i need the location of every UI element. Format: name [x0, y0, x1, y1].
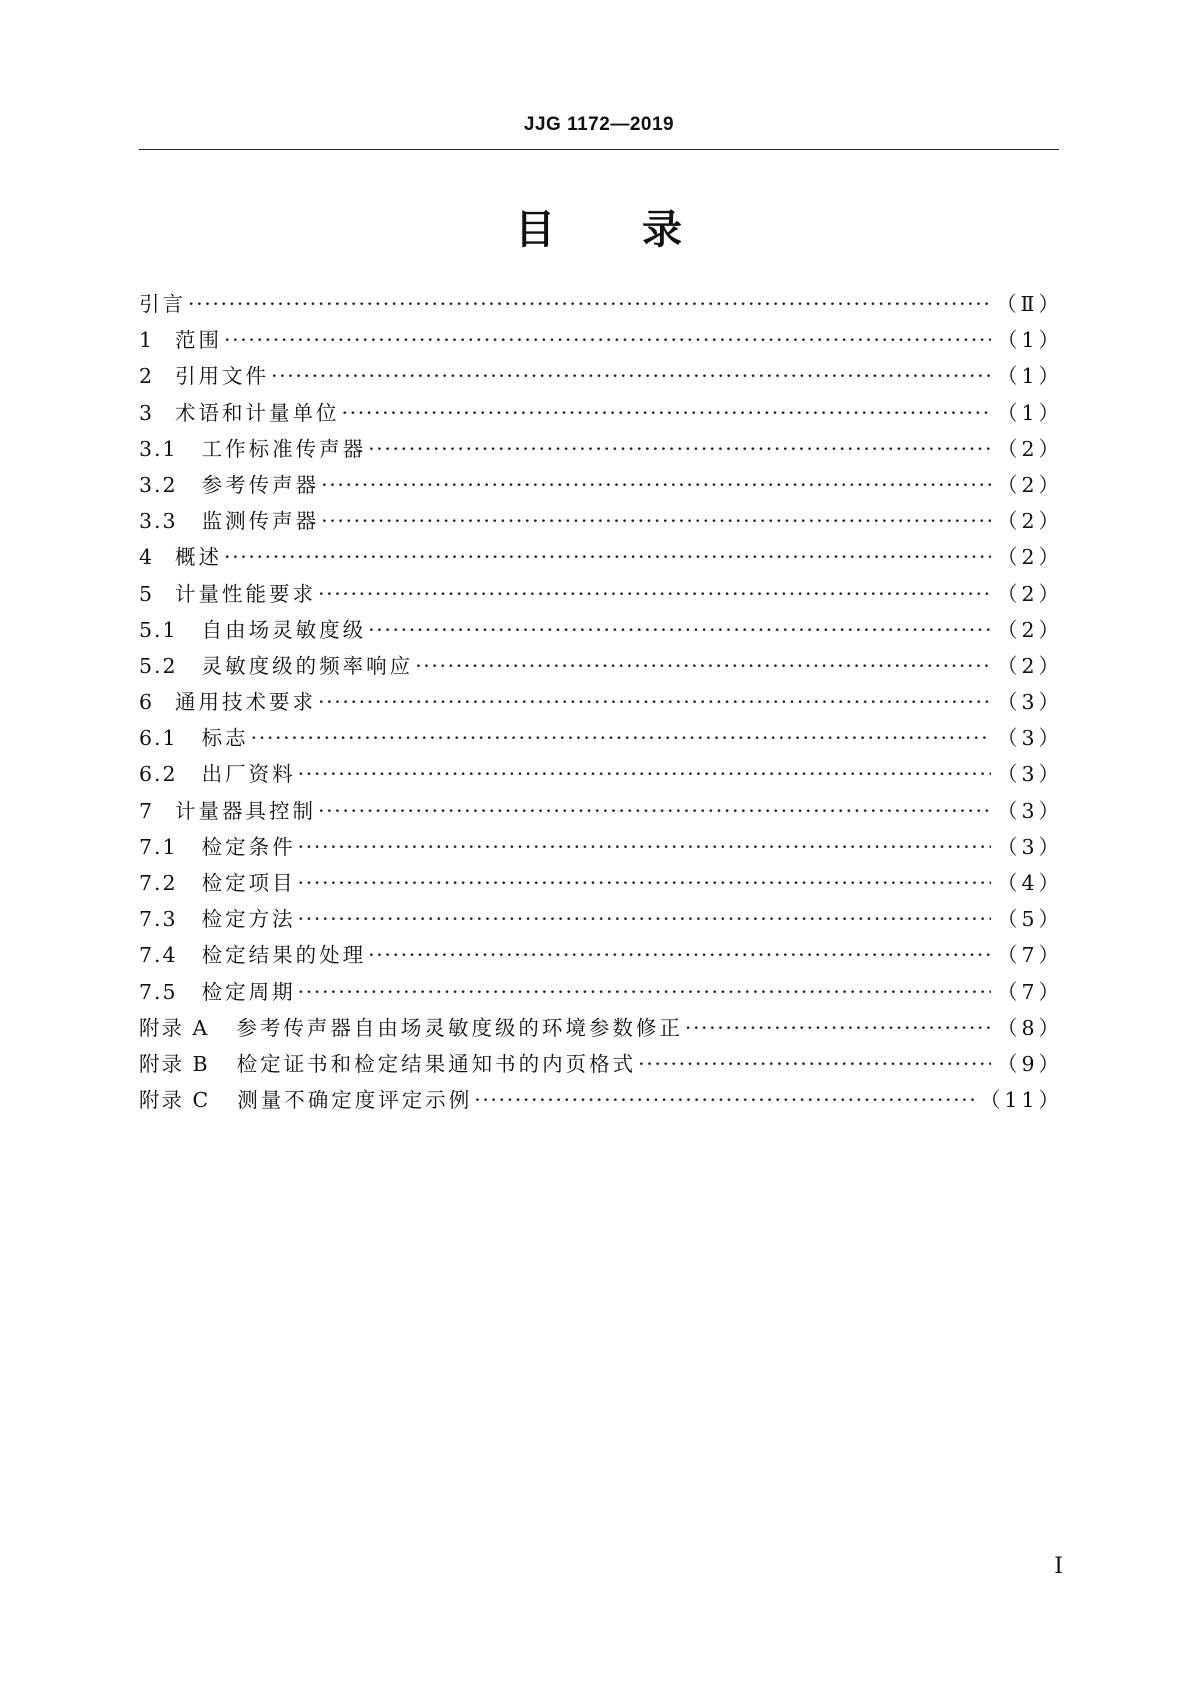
toc-entry-number: 4 [139, 545, 155, 570]
toc-entry-page: （3） [996, 798, 1063, 823]
toc-leader-dots [321, 473, 991, 497]
toc-entry[interactable] [139, 938, 1063, 974]
toc-entry-number: 附录 A [139, 1015, 210, 1040]
toc-entry-number: 6 [139, 690, 155, 715]
toc-entry[interactable] [139, 468, 1063, 504]
toc-entry-page: （3） [996, 690, 1063, 715]
toc-leader-dots [318, 582, 991, 606]
toc-entry-page: （9） [996, 1051, 1063, 1076]
toc-entry[interactable] [139, 830, 1063, 866]
toc-entry-title: 参考传声器自由场灵敏度级的环境参数修正 [236, 1015, 683, 1040]
toc-entry-number: 3.2 [139, 472, 178, 497]
toc-leader-dots [298, 835, 991, 859]
toc-entry[interactable] [139, 577, 1063, 613]
toc-entry-title: 通用技术要求 [175, 690, 317, 715]
toc-entry-title: 引用文件 [175, 364, 270, 389]
toc-leader-dots [224, 545, 991, 569]
toc-entry-number: 7.1 [139, 834, 178, 859]
toc-leader-dots [368, 618, 991, 642]
toc-entry[interactable] [139, 432, 1063, 468]
toc-entry-title: 术语和计量单位 [175, 400, 340, 425]
toc-entry-number: 附录 B [139, 1051, 210, 1076]
toc-leader-dots [298, 762, 991, 786]
toc-leader-dots [638, 1052, 991, 1076]
toc-entry-page: （3） [996, 726, 1063, 751]
toc-entry[interactable] [139, 649, 1063, 685]
toc-leader-dots [251, 726, 991, 750]
toc-entry-page: （2） [996, 581, 1063, 606]
toc-leader-dots [368, 943, 991, 967]
toc-entry-title: 测量不确定度评定示例 [237, 1088, 473, 1113]
toc-leader-dots [318, 690, 991, 714]
toc-entry-title: 检定周期 [201, 979, 296, 1004]
toc-leader-dots [318, 799, 991, 823]
toc-entry-page: （7） [996, 943, 1063, 968]
toc-entry-title: 自由场灵敏度级 [201, 617, 367, 642]
toc-entry[interactable] [139, 613, 1063, 649]
toc-entry[interactable] [139, 287, 1063, 323]
toc-entry[interactable] [139, 504, 1063, 540]
toc-entry-number: 3 [139, 400, 155, 425]
toc-leader-dots [342, 401, 991, 425]
toc-entry-page: （2） [996, 617, 1063, 642]
toc-entry-number: 3.3 [139, 509, 178, 534]
toc-entry-title: 标志 [201, 726, 249, 751]
toc-entry-number: 1 [139, 328, 155, 353]
toc-entry-number: 5.2 [139, 653, 178, 678]
toc-entry[interactable] [139, 1011, 1063, 1047]
toc-leader-dots [188, 292, 990, 316]
toc-entry-page: （8） [996, 1015, 1063, 1040]
toc-entry-title: 检定证书和检定结果通知书的内页格式 [236, 1051, 637, 1076]
toc-entry-page: （3） [996, 834, 1063, 859]
toc-entry-number: 5 [139, 581, 155, 606]
toc-entry-number: 7.4 [139, 943, 178, 968]
toc-entry-title: 概述 [175, 545, 223, 570]
toc-leader-dots [298, 871, 991, 895]
toc-leader-dots [415, 654, 991, 678]
page-title [139, 198, 1059, 255]
document-code-header: JJG 1172—2019 [523, 114, 675, 135]
toc-entry[interactable] [139, 721, 1063, 757]
toc-entry[interactable] [139, 540, 1063, 576]
toc-entry-title: 检定项目 [201, 871, 296, 895]
toc-leader-dots [368, 437, 991, 461]
toc-entry-title: 出厂资料 [201, 762, 296, 787]
toc-entry[interactable] [139, 975, 1063, 1011]
toc-entry-page: （7） [996, 979, 1063, 1004]
toc-entry-number: 7.2 [139, 871, 178, 895]
toc-entry-page: （Ⅱ） [996, 292, 1063, 316]
toc-entry-page: （2） [996, 509, 1063, 534]
toc-entry-title: 计量性能要求 [175, 581, 317, 606]
toc-leader-dots [298, 980, 991, 1004]
toc-entry-title: 范围 [175, 328, 223, 353]
toc-entry-page: （5） [996, 907, 1063, 932]
toc-entry-number: 5.1 [139, 617, 178, 642]
toc-leader-dots [685, 1016, 991, 1040]
toc-entry[interactable] [139, 359, 1063, 395]
toc-entry-page: （1） [996, 364, 1063, 389]
toc-entry[interactable] [139, 396, 1063, 432]
toc-entry-title: 参考传声器 [201, 472, 320, 497]
toc-entry-title: 检定条件 [201, 834, 296, 859]
toc-leader-dots [321, 509, 991, 533]
toc-entry-title: 检定方法 [201, 907, 296, 932]
toc-entry-title: 灵敏度级的频率响应 [201, 653, 414, 678]
toc-entry[interactable] [139, 866, 1063, 902]
toc-entry-page: （1） [996, 328, 1063, 353]
toc-entry-number: 7.3 [139, 907, 178, 932]
toc-entry-number: 6.1 [139, 726, 178, 751]
page-number: Ⅰ [1054, 1554, 1063, 1579]
toc-entry-number: 3.1 [139, 436, 178, 461]
toc-entry[interactable] [139, 1083, 1063, 1119]
toc-entry-page: （2） [996, 472, 1063, 497]
toc-entry[interactable] [139, 902, 1063, 938]
title-char-1: 目 [515, 207, 556, 253]
toc-entry-number: 6.2 [139, 762, 178, 787]
toc-entry[interactable] [139, 757, 1063, 793]
toc-leader-dots [474, 1088, 974, 1112]
toc-leader-dots [298, 907, 991, 931]
header-rule [139, 149, 1059, 150]
toc-entry[interactable] [139, 1047, 1063, 1083]
toc-entry-number: 2 [139, 364, 155, 389]
toc-entry-title: 引言 [139, 292, 186, 316]
toc-entry-page: （1） [996, 400, 1063, 425]
toc-entry-title: 工作标准传声器 [201, 436, 367, 461]
toc-entry-page: （2） [996, 545, 1063, 570]
toc-entry-page: （2） [996, 436, 1063, 461]
toc-entry-number: 7 [139, 798, 155, 823]
toc-entry-page: （11） [979, 1088, 1063, 1113]
toc-entry-title: 监测传声器 [201, 509, 320, 534]
toc-entry[interactable] [139, 794, 1063, 830]
toc-entry-page: （3） [996, 762, 1063, 787]
toc-entry[interactable] [139, 685, 1063, 721]
toc-entry-number: 7.5 [139, 979, 178, 1004]
toc-entry-page: （4） [996, 871, 1063, 895]
title-char-2: 录 [642, 207, 683, 253]
toc-entry-page: （2） [996, 653, 1063, 678]
toc-leader-dots [224, 328, 991, 352]
table-of-contents [139, 287, 1063, 1119]
toc-entry-number: 附录 C [139, 1088, 211, 1113]
toc-entry-title: 检定结果的处理 [201, 943, 367, 968]
toc-entry-title: 计量器具控制 [175, 798, 317, 823]
toc-entry[interactable] [139, 323, 1063, 359]
toc-leader-dots [271, 364, 991, 388]
